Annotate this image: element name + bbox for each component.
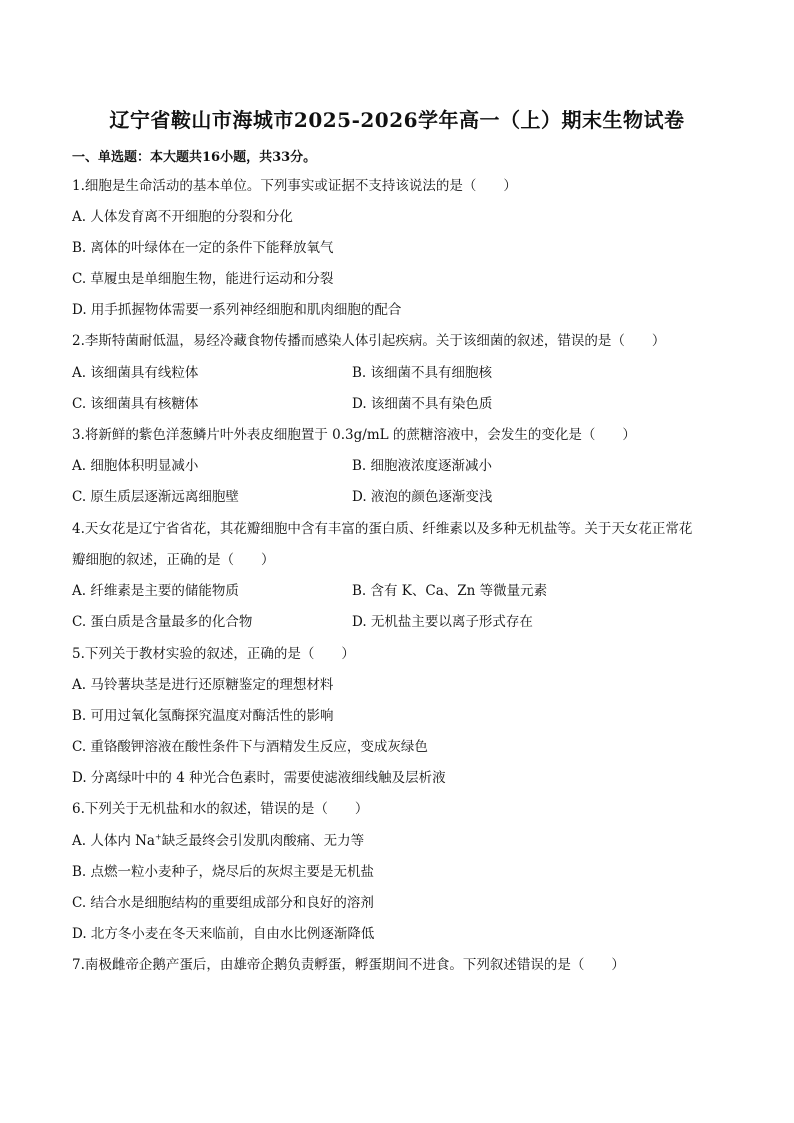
page-title: 辽宁省鞍山市海城市2025-2026学年高一（上）期末生物试卷 — [109, 108, 685, 132]
question-6-option-b: B. 点燃一粒小麦种子，烧尽后的灰烬主要是无机盐 — [72, 864, 375, 880]
question-4-stem-line-1: 4.天女花是辽宁省省花，其花瓣细胞中含有丰富的蛋白质、纤维素以及多种无机盐等。关于天女花正常花 — [72, 521, 693, 537]
question-5-option-b: B. 可用过氧化氢酶探究温度对酶活性的影响 — [72, 708, 334, 724]
question-3-option-b: B. 细胞液浓度逐渐减小 — [352, 458, 493, 474]
question-6-stem: 6.下列关于无机盐和水的叙述，错误的是（ ） — [72, 801, 369, 817]
question-1-option-d: D. 用手抓握物体需要一系列神经细胞和肌肉细胞的配合 — [72, 302, 402, 318]
question-7-stem: 7.南极雌帝企鹅产蛋后，由雄帝企鹅负责孵蛋，孵蛋期间不进食。下列叙述错误的是（ ） — [72, 957, 625, 973]
section-heading: 一、单选题：本大题共16小题，共33分。 — [72, 150, 317, 165]
question-1-option-b: B. 离体的叶绿体在一定的条件下能释放氧气 — [72, 240, 334, 256]
question-2-option-c: C. 该细菌具有核糖体 — [72, 396, 199, 412]
question-4-option-c: C. 蛋白质是含量最多的化合物 — [72, 614, 253, 630]
question-1-option-a: A. 人体发育离不开细胞的分裂和分化 — [72, 209, 293, 225]
question-5-option-d: D. 分离绿叶中的 4 种光合色素时，需要使滤液细线触及层析液 — [72, 770, 446, 786]
question-4-option-d: D. 无机盐主要以离子形式存在 — [352, 614, 533, 630]
question-5-stem: 5.下列关于教材实验的叙述，正确的是（ ） — [72, 646, 355, 662]
question-3-option-d: D. 液泡的颜色逐渐变浅 — [352, 489, 493, 505]
question-6-option-a-superscript: + — [154, 832, 162, 842]
question-6-option-c: C. 结合水是细胞结构的重要组成部分和良好的溶剂 — [72, 895, 374, 911]
question-4-option-a: A. 纤维素是主要的储能物质 — [72, 583, 239, 599]
question-3-stem: 3.将新鲜的紫色洋葱鳞片叶外表皮细胞置于 0.3g/mL 的蔗糖溶液中，会发生的变化是（ ） — [72, 427, 636, 443]
question-3-option-a: A. 细胞体积明显减小 — [72, 458, 199, 474]
question-2-option-d: D. 该细菌不具有染色质 — [352, 396, 493, 412]
question-4-stem-line-2: 瓣细胞的叙述，正确的是（ ） — [72, 552, 275, 568]
question-5-option-c: C. 重铬酸钾溶液在酸性条件下与酒精发生反应，变成灰绿色 — [72, 739, 428, 755]
question-1-stem: 1.细胞是生命活动的基本单位。下列事实或证据不支持该说法的是（ ） — [72, 178, 517, 194]
question-2-stem: 2.李斯特菌耐低温，易经冷藏食物传播而感染人体引起疾病。关于该细菌的叙述，错误的是（ ） — [72, 333, 666, 349]
question-4-option-b: B. 含有 K、Ca、Zn 等微量元素 — [352, 583, 548, 599]
question-6-option-a-start: A. 人体内 Na — [72, 833, 155, 849]
question-2-option-a: A. 该细菌具有线粒体 — [72, 365, 199, 381]
question-1-option-c: C. 草履虫是单细胞生物，能进行运动和分裂 — [72, 271, 334, 287]
question-6-option-a-end: 缺乏最终会引发肌肉酸痛、无力等 — [161, 833, 365, 849]
question-2-option-b: B. 该细菌不具有细胞核 — [352, 365, 493, 381]
question-5-option-a: A. 马铃薯块茎是进行还原糖鉴定的理想材料 — [72, 677, 334, 693]
question-3-option-c: C. 原生质层逐渐远离细胞壁 — [72, 489, 239, 505]
question-6-option-a — [72, 831, 364, 851]
question-6-option-d: D. 北方冬小麦在冬天来临前，自由水比例逐渐降低 — [72, 926, 375, 942]
